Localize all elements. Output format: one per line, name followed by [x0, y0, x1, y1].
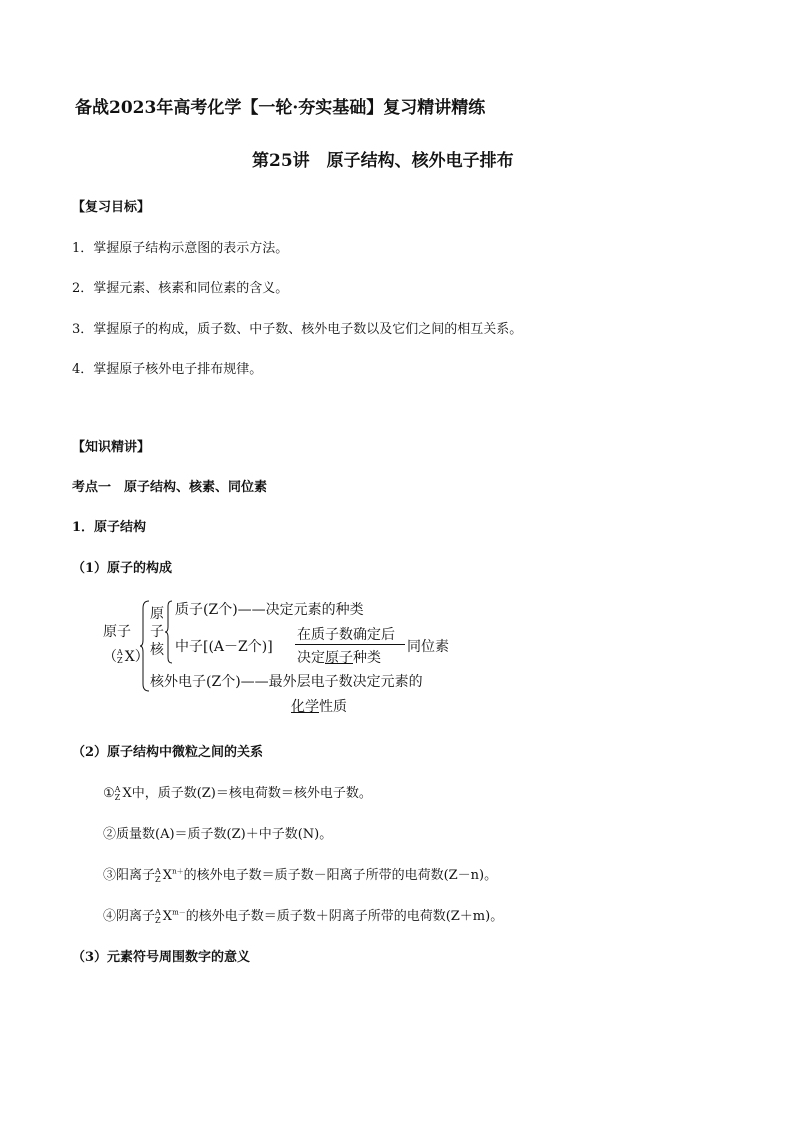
knowledge-heading: 【知识精讲】 [72, 440, 151, 455]
text-pre: 决定 [297, 650, 325, 666]
relation-text: X中，质子数(Z)＝核电荷数＝核外电子数。 [122, 786, 372, 801]
atomic-number: Z [155, 874, 161, 884]
subsection-heading: （1）原子的构成 [72, 561, 173, 576]
mass-number: A [114, 784, 121, 794]
nucleus-char: 原 [150, 606, 164, 622]
nuclide-numbers [155, 909, 161, 925]
relation-text: 的核外电子数＝质子数－阳离子所带的电荷数(Z－n)。 [183, 868, 498, 883]
text-post: 种类 [353, 650, 381, 666]
nucleus-char: 核 [150, 642, 164, 658]
mass-number: A [117, 648, 123, 657]
isotope-label: 同位素 [407, 639, 449, 655]
nucleus-label [150, 605, 166, 659]
nucleus-brace [165, 600, 173, 664]
review-goals-heading: 【复习目标】 [72, 200, 151, 215]
neutron-top-text: 在质子数确定后 [297, 627, 395, 643]
symbol-x: X） [124, 649, 149, 665]
outer-brace [140, 600, 150, 692]
section-heading: 1．原子结构 [72, 520, 147, 535]
atomic-number: Z [117, 656, 123, 665]
relation-item: ②质量数(A)＝质子数(Z)＋中子数(N)。 [103, 827, 333, 842]
nucleus-char: 子 [150, 624, 164, 640]
symbol-open: （ [103, 649, 117, 665]
atom-label: 原子 [103, 624, 131, 640]
document-title: 备战2023年高考化学【一轮·夯实基础】复习精讲精练 [75, 98, 486, 118]
ion-charge: n＋ [172, 867, 184, 876]
mass-number: A [155, 866, 161, 876]
subsection-heading: （2）原子结构中微粒之间的关系 [72, 745, 264, 760]
electron-row-cont [291, 696, 347, 716]
exam-point-title: 考点一 原子结构、核素、同位素 [72, 480, 268, 495]
relation-item [103, 905, 503, 925]
relation-text: 的核外电子数＝质子数＋阴离子所带的电荷数(Z＋m)。 [185, 909, 504, 924]
proton-row: 质子(Z个)——决定元素的种类 [175, 602, 364, 618]
underlined-chemistry: 化学 [291, 699, 319, 715]
element-symbol: X [162, 909, 173, 924]
neutron-row: 中子[(A－Z个)] [175, 639, 273, 655]
relation-item [103, 864, 497, 884]
nuclide-numbers [115, 786, 121, 802]
review-goal-item: 1．掌握原子结构示意图的表示方法。 [72, 241, 289, 256]
marker: ① [103, 786, 115, 801]
relation-item [103, 782, 372, 802]
relation-prefix: ③阳离子 [103, 868, 156, 883]
underlined-atom: 原子 [325, 650, 353, 666]
element-symbol: X [162, 868, 173, 883]
mass-number: A [155, 907, 161, 917]
review-goal-item: 4．掌握原子核外电子排布规律。 [72, 362, 263, 377]
review-goal-item: 2．掌握元素、核素和同位素的含义。 [72, 281, 289, 296]
ion-charge: m－ [172, 908, 186, 917]
neutron-bottom-text [297, 647, 381, 667]
subsection-heading: （3）元素符号周围数字的意义 [72, 950, 251, 965]
fraction-rule [295, 644, 405, 645]
electron-row: 核外电子(Z个)——最外层电子数决定元素的 [150, 674, 423, 690]
atomic-number: Z [155, 915, 161, 925]
text-post: 性质 [319, 699, 347, 715]
nuclide-numbers [155, 868, 161, 884]
nuclide-numbers [117, 649, 123, 665]
lecture-subtitle: 第25讲 原子结构、核外电子排布 [252, 151, 514, 171]
review-goal-item: 3．掌握原子的构成，质子数、中子数、核外电子数以及它们之间的相互关系。 [72, 322, 523, 337]
atomic-number: Z [114, 792, 121, 802]
relation-prefix: ④阴离子 [103, 909, 156, 924]
